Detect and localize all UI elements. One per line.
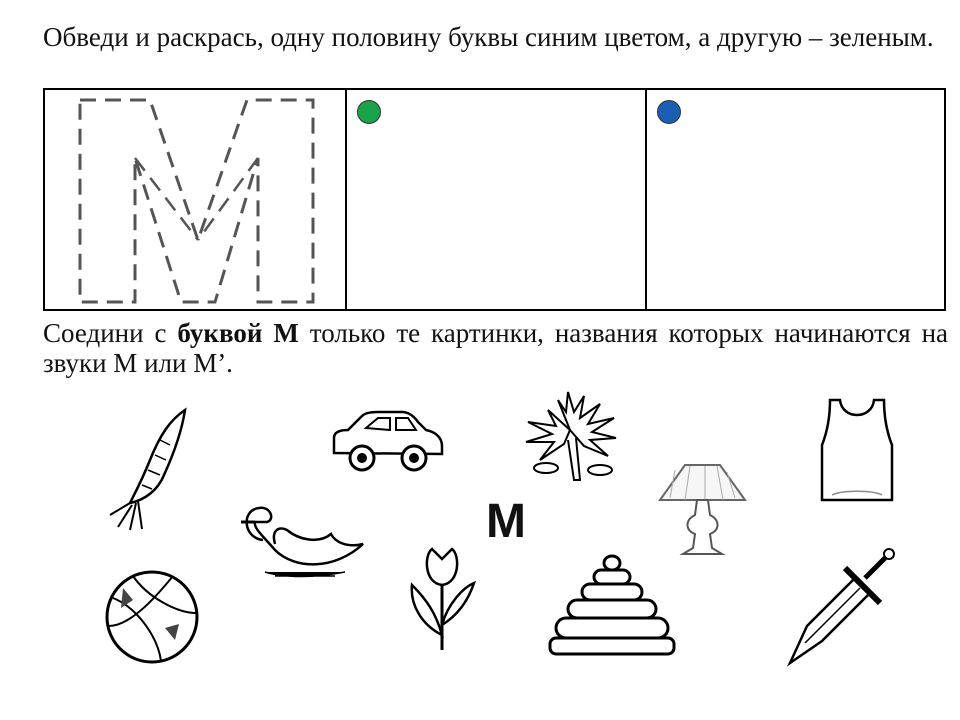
- task2-text-before: Соедини с: [43, 318, 178, 348]
- swan-icon[interactable]: [235, 500, 375, 580]
- green-dot: [357, 100, 381, 124]
- carrot-icon[interactable]: [100, 405, 195, 535]
- cell-blue-half[interactable]: [645, 90, 945, 309]
- tank-top-icon[interactable]: [812, 395, 902, 505]
- dashed-letter-m: [45, 90, 345, 309]
- lamp-icon[interactable]: [655, 460, 750, 560]
- task1-text: Обведи и раскрась, одну половину буквы синим цветом, а другую – зеленым.: [43, 22, 934, 52]
- car-icon[interactable]: [328, 408, 446, 476]
- ball-icon[interactable]: [103, 568, 201, 666]
- task2-text-after: только те картинки, названия которых начинаются на звуки М или М’.: [43, 318, 948, 378]
- tulip-icon[interactable]: [402, 545, 482, 655]
- cell-letter-trace[interactable]: [45, 90, 345, 309]
- tracing-table: [43, 88, 946, 311]
- cell-green-half[interactable]: [345, 90, 645, 309]
- palm-tree-icon[interactable]: [518, 390, 623, 485]
- blue-dot: [657, 100, 681, 124]
- task2-text-bold: буквой М: [177, 318, 299, 348]
- target-letter[interactable]: М: [486, 495, 526, 548]
- task2-instruction: [43, 318, 948, 378]
- pyramid-toy-icon[interactable]: [548, 553, 676, 658]
- sword-icon[interactable]: [785, 548, 900, 668]
- task1-instruction: [43, 22, 948, 52]
